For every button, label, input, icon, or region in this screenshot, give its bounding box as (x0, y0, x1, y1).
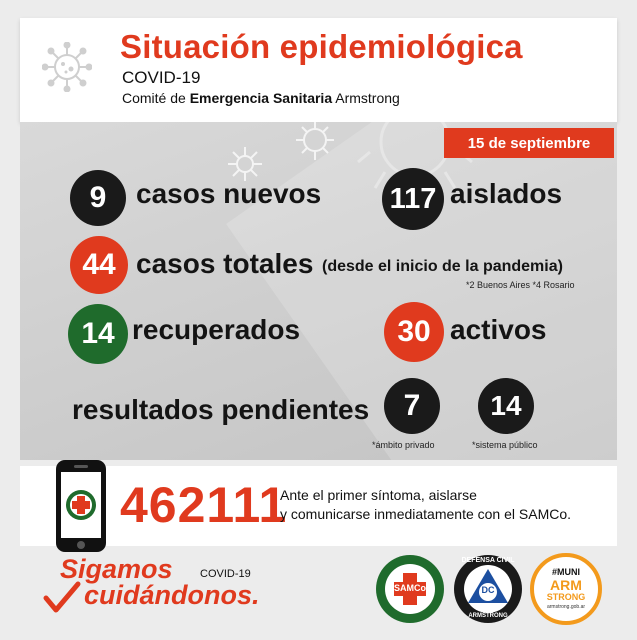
page-title: Situación epidemiológica (120, 28, 523, 65)
contact-strip (20, 466, 617, 546)
phone-home-button (77, 541, 85, 549)
contact-message-line1: Ante el primer síntoma, aislarse (280, 487, 477, 503)
muni-line2: ARM (550, 577, 582, 593)
date-badge: 15 de septiembre (444, 128, 614, 158)
virus-icon (42, 42, 92, 92)
samco-logo-text: SAMCo (394, 583, 426, 593)
pending-private-value: 7 (403, 389, 421, 422)
committee-bold: Emergencia Sanitaria (189, 90, 333, 106)
pending-public-note: *sistema público (472, 440, 538, 450)
committee-line (122, 90, 400, 106)
pending-public-circle (478, 378, 534, 434)
isolated-circle (382, 168, 444, 230)
defensa-civil-city: ARMSTRONG (468, 613, 508, 619)
defensa-civil-abbr: DC (481, 585, 495, 595)
muni-url: armstrong.gob.ar (546, 604, 586, 610)
slogan-sub: COVID-19 (200, 568, 251, 580)
pending-public-value: 14 (490, 390, 522, 421)
total-cases-value: 44 (82, 248, 116, 281)
muni-line1: #MUNI (551, 567, 580, 577)
new-cases-value: 9 (89, 181, 107, 214)
header-card (20, 18, 617, 122)
phone-icon (56, 460, 106, 552)
contact-message-line2: y comunicarse inmediatamente con el SAMCo. (280, 506, 572, 522)
samco-emblem-icon (64, 488, 98, 522)
page-subtitle: COVID-19 (122, 68, 201, 87)
total-cases-label: casos totales (136, 248, 314, 279)
total-cases-circle (70, 236, 128, 294)
committee-suffix: Armstrong (332, 90, 400, 106)
stats-panel (20, 122, 617, 460)
recovered-label: recuperados (132, 314, 301, 345)
recovered-value: 14 (81, 317, 115, 350)
active-value: 30 (397, 315, 431, 348)
defensa-civil-logo (452, 553, 524, 625)
defensa-civil-text: DEFENSA CIVIL (461, 557, 515, 564)
new-cases-label: casos nuevos (136, 178, 322, 209)
pending-label: resultados pendientes (72, 394, 370, 425)
isolated-value: 117 (389, 182, 437, 215)
contact-message (280, 486, 571, 524)
slogan (46, 556, 260, 608)
recovered-circle (68, 304, 128, 364)
total-cases-qualifier: (desde el inicio de la pandemia) (322, 258, 563, 275)
active-circle (384, 302, 444, 362)
active-label: activos (450, 314, 547, 345)
isolated-label: aislados (450, 178, 563, 209)
samco-logo (374, 553, 446, 625)
slogan-line1: Sigamos (60, 554, 173, 584)
virus-decoration-icon (285, 122, 345, 162)
phone-speaker (74, 465, 88, 468)
muni-line3: STRONG (546, 592, 586, 602)
phone-number: 462111 (120, 477, 288, 533)
slogan-line2: cuidándonos. (84, 580, 260, 610)
pending-private-circle (384, 378, 440, 434)
pending-private-note: *ámbito privado (372, 440, 435, 450)
committee-prefix: Comité de (122, 90, 190, 106)
phone-screen (61, 472, 101, 538)
total-cases-note: *2 Buenos Aires *4 Rosario (466, 280, 575, 290)
new-cases-circle (70, 170, 126, 226)
muni-armstrong-logo (530, 553, 602, 625)
